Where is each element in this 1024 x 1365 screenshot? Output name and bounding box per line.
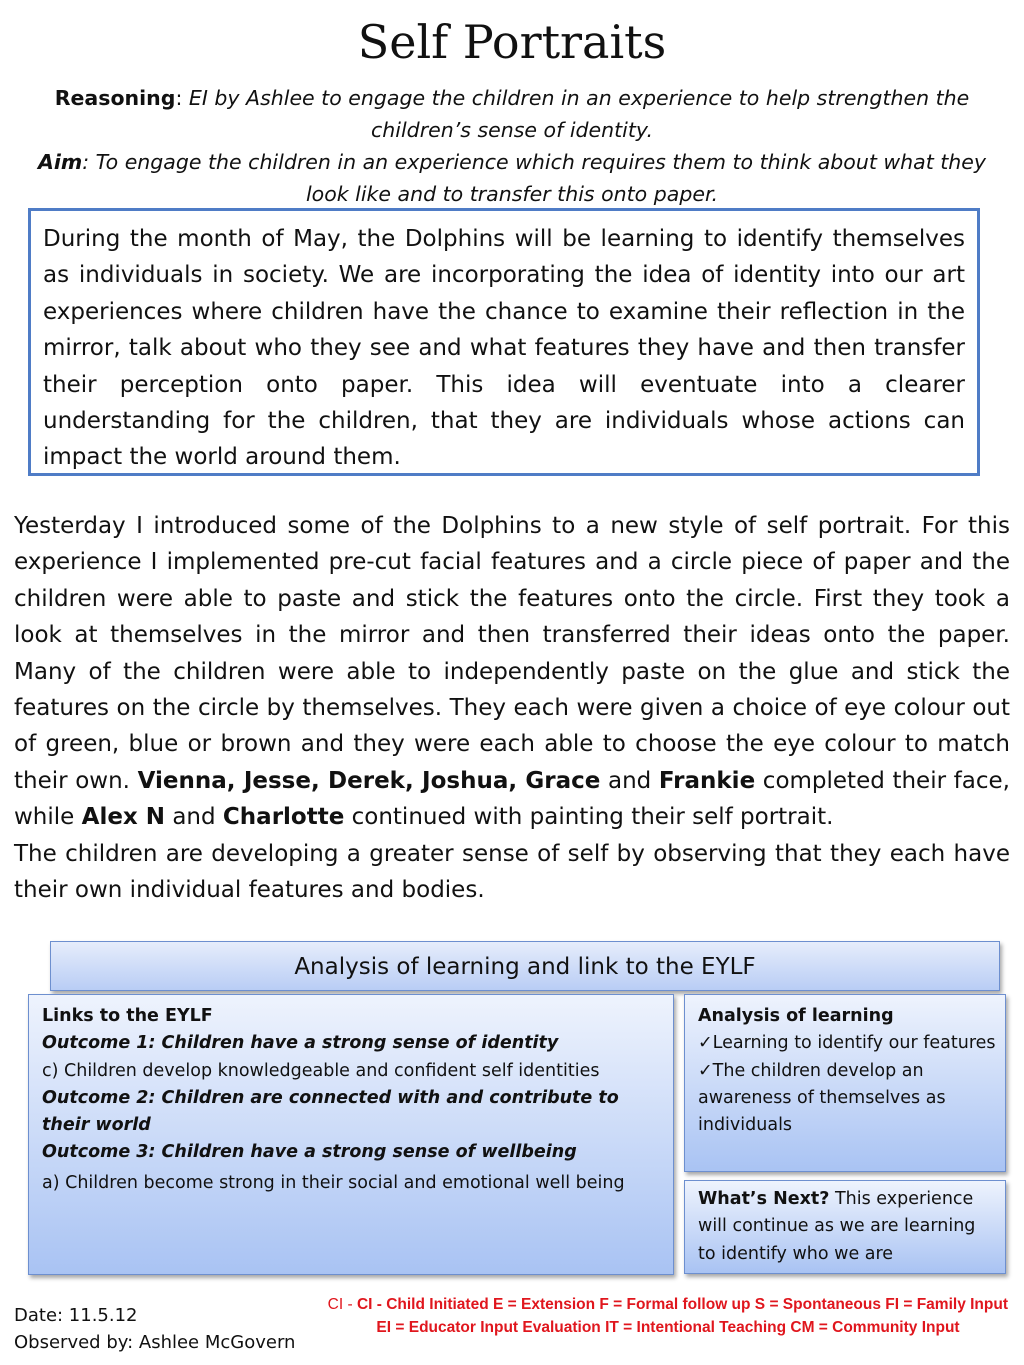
footer xyxy=(14,1302,295,1356)
analysis-of-learning-panel xyxy=(684,994,1006,1172)
learning-item: ✓Learning to identify our features xyxy=(698,1033,996,1054)
observation-and-2: and xyxy=(165,804,223,831)
whats-next-panel xyxy=(684,1180,1006,1274)
reasoning-aim-block xyxy=(14,82,1010,210)
eylf-item-1: c) Children develop knowledgeable and confident self identities xyxy=(42,1060,600,1081)
reasoning-line xyxy=(14,82,1010,146)
reasoning-text: EI by Ashlee to engage the children in an experience to help strengthen the children’s sense of identity. xyxy=(188,86,970,142)
legend-line-2-text: EI = Educator Input Evaluation IT = Intentional Teaching CM = Community Input xyxy=(376,1319,960,1336)
observation-names-3: Alex N xyxy=(81,804,166,831)
observation-names-1: Vienna, Jesse, Derek, Joshua, Grace xyxy=(137,767,601,794)
reasoning-label: Reasoning xyxy=(54,86,176,110)
intro-text: During the month of May, the Dolphins will be learning to identify themselves as individuals in society. We are incorporating the idea of identity into our art experiences where children have the chance to examine their reflection in the mirror, talk about who they see and what features they have and then transfer their perception onto paper. This idea will eventuate into a clearer understanding for the children, that they are individuals whose actions can impact the world around them. xyxy=(43,226,965,471)
legend-line-1-text: CI - Child Initiated E = Extension F = Formal follow up S = Spontaneous FI = Family Input xyxy=(356,1296,1008,1313)
legend-line-2 xyxy=(268,1316,1008,1339)
eylf-outcome-3: Outcome 3: Children have a strong sense of wellbeing xyxy=(42,1142,577,1163)
eylf-outcome-1: Outcome 1: Children have a strong sense of identity xyxy=(42,1033,559,1054)
eylf-heading: Links to the EYLF xyxy=(42,1006,213,1026)
code-legend xyxy=(268,1293,1008,1339)
observer-name: Observed by: Ashlee McGovern xyxy=(14,1332,296,1353)
observation-end: continued with painting their self portrait. xyxy=(344,804,834,831)
observation-part1: Yesterday I introduced some of the Dolphins to a new style of self portrait. For this experience I implemented pre-cut facial features and a circle piece of paper and the children were able to paste and stick the features onto the circle. First they took a look at themselves in the mirror and then transferred their ideas onto the paper. Many of the children were able to independently paste on the glue and stick the features on the circle by themselves. They each were given a choice of eye colour out of green, blue or brown and they were each able to choose the eye colour to match their own. xyxy=(14,513,1010,794)
observation-text xyxy=(14,508,1010,908)
intro-box xyxy=(28,208,980,476)
aim-label: Aim xyxy=(37,150,83,174)
aim-text: : To engage the children in an experience which requires them to think about what they look like and to transfer this onto paper. xyxy=(82,150,987,206)
whats-next-text: This experience will continue as we are learning to identify who we are xyxy=(698,1189,976,1264)
observation-mid: completed their face, while xyxy=(14,767,1010,831)
observation-names-2: Frankie xyxy=(658,767,756,794)
analysis-banner: Analysis of learning and link to the EYLF xyxy=(50,941,1000,991)
whats-next-label: What’s Next? xyxy=(698,1189,830,1209)
observation-date: Date: 11.5.12 xyxy=(14,1305,138,1326)
eylf-item-3: a) Children become strong in their social and emotional well being xyxy=(42,1172,625,1193)
observation-paragraph-2: The children are developing a greater sense of self by observing that they each have their own individual features and bodies. xyxy=(14,840,1010,904)
learning-item: ✓The children develop an awareness of themselves as individuals xyxy=(698,1060,946,1136)
learning-heading: Analysis of learning xyxy=(698,1006,894,1026)
observation-names-4: Charlotte xyxy=(222,804,345,831)
reasoning-sep: : xyxy=(175,86,189,110)
observation-paragraph-1 xyxy=(14,508,1010,836)
eylf-links-panel xyxy=(28,994,674,1275)
page-title: Self Portraits xyxy=(357,15,667,69)
eylf-outcome-2: Outcome 2: Children are connected with and contribute to their world xyxy=(42,1087,619,1136)
observation-and-1: and xyxy=(600,767,659,794)
legend-prefix: CI - xyxy=(327,1296,357,1313)
aim-line xyxy=(14,146,1010,210)
legend-line-1 xyxy=(268,1293,1008,1316)
